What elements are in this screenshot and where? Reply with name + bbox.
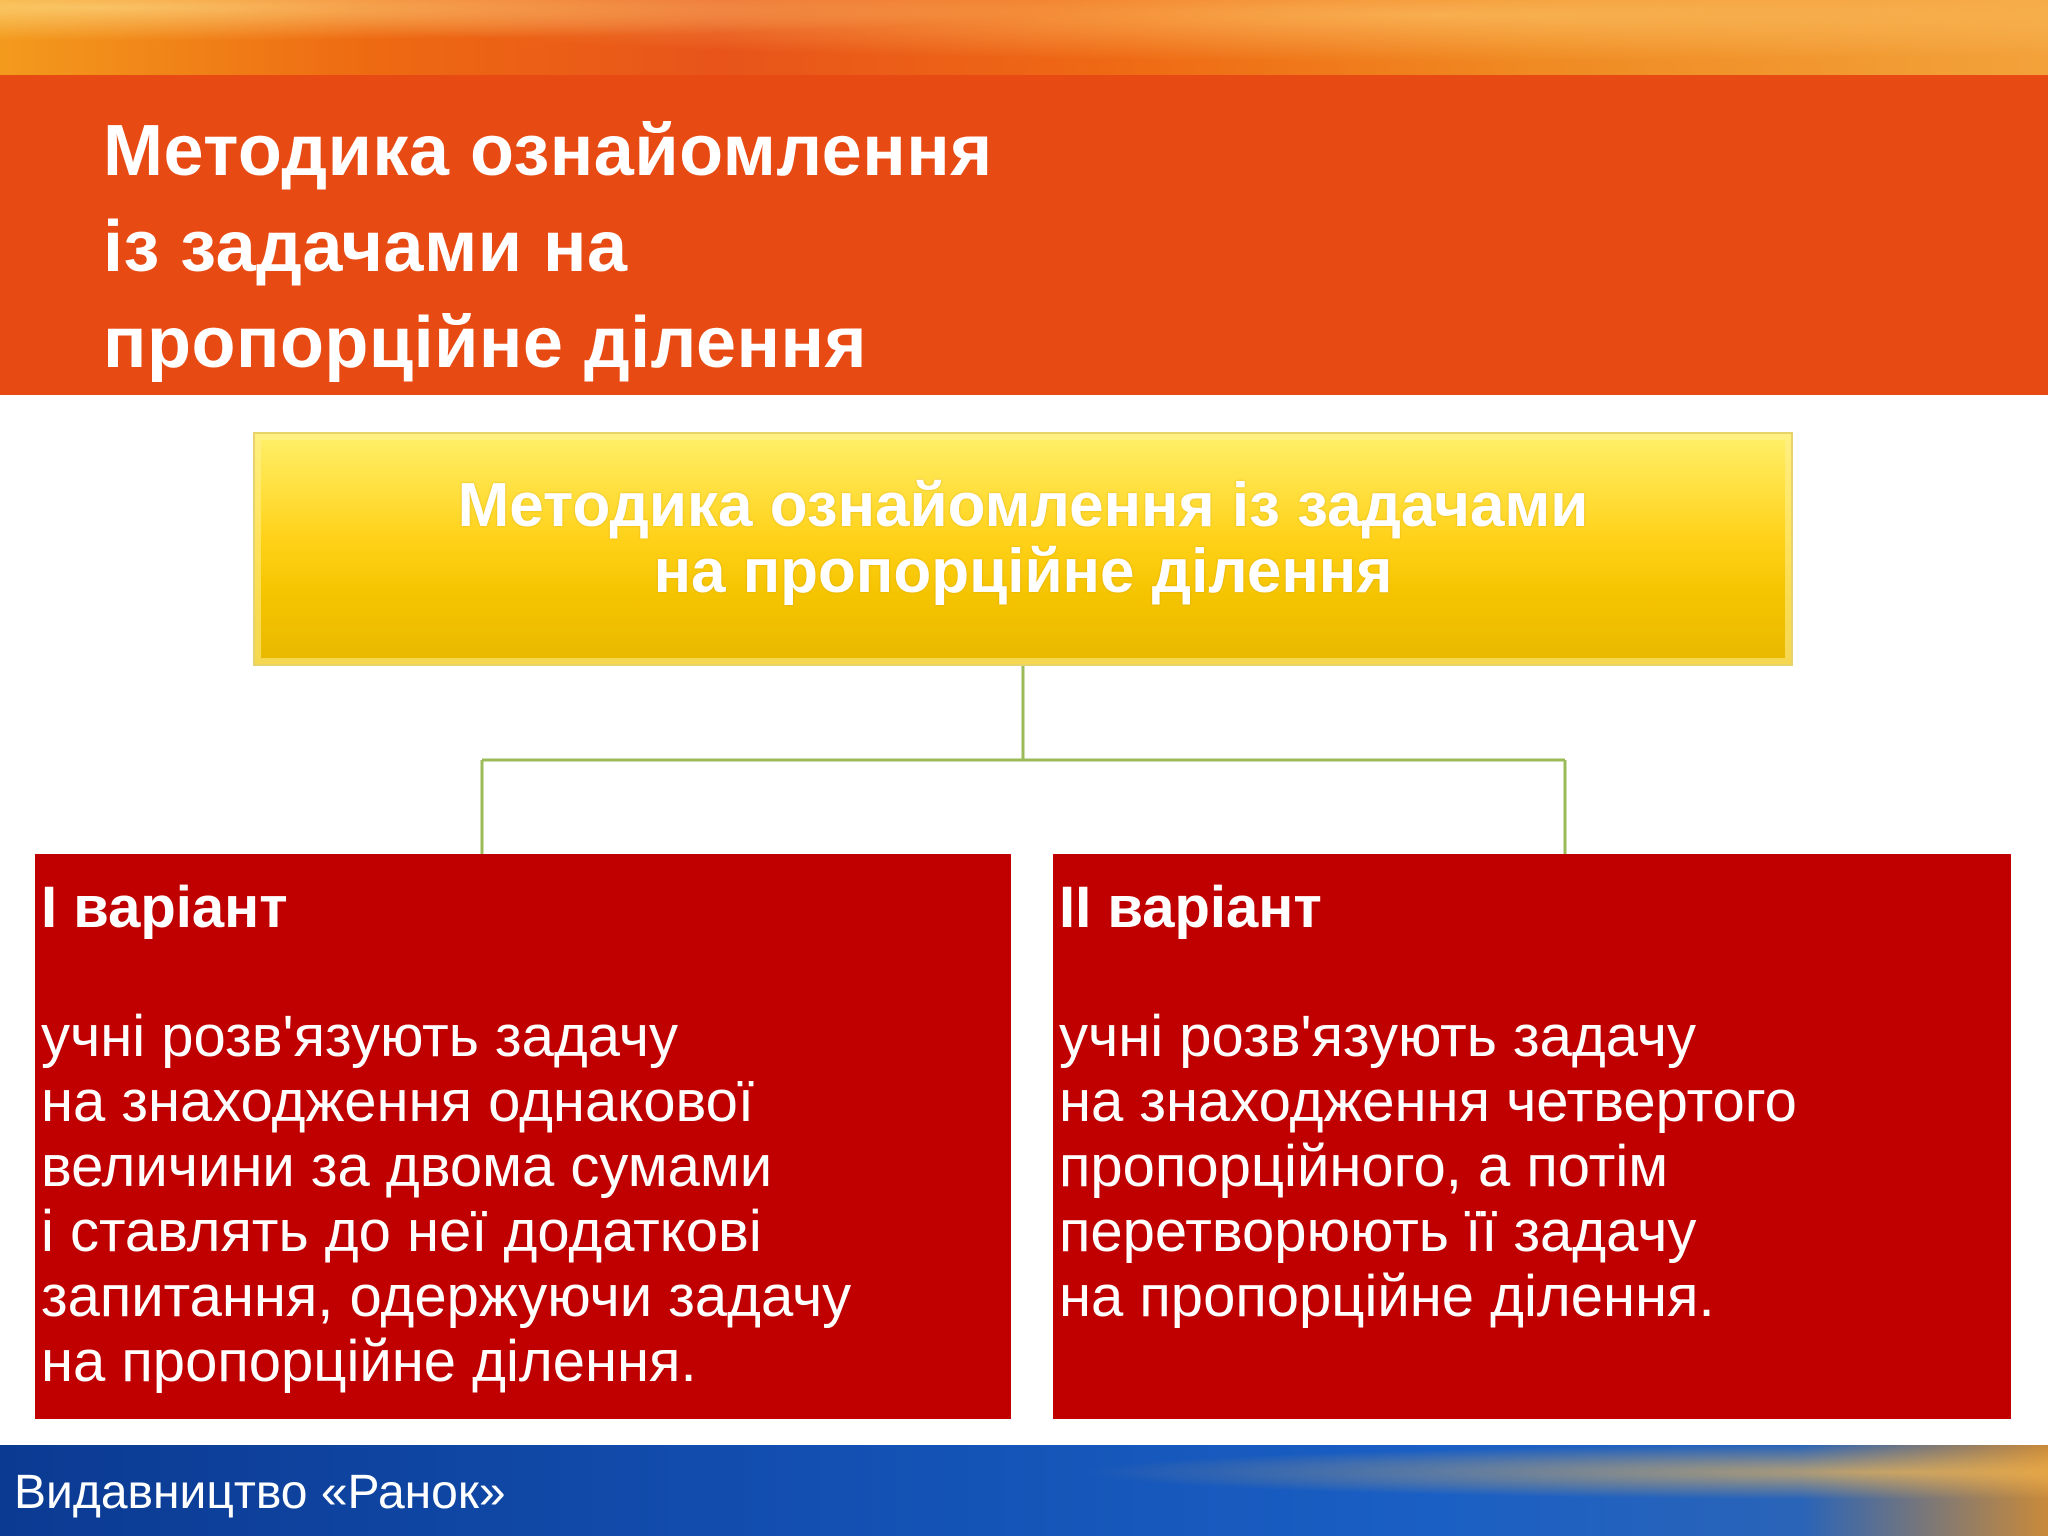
diagram-root-text: Методика ознайомлення із задачами на пропорційне ділення [457,471,1589,606]
variant-2-title: ІІ варіант [1059,875,1322,940]
top-decorative-strip [0,0,2048,75]
variant-1-body: учні розв'язують задачу на знаходження однакової величини за двома сумами і ставлять до неї додаткові запитання, одержуючи задачу на пропорційне ділення. [41,1004,852,1394]
title-band [0,75,2048,395]
variant-2-box [1053,854,2011,1419]
variant-2-body: учні розв'язують задачу на знаходження четвертого пропорційного, а потім перетворюють її задачу на пропорційне ділення. [1059,1004,1797,1329]
slide-title: Методика ознайомлення із задачами на пропорційне ділення [103,111,993,383]
variant-1-box [35,854,1011,1419]
publisher-label: Видавництво «Ранок» [14,1466,506,1519]
diagram-root-box [253,432,1793,666]
variant-1-title: І варіант [41,875,288,940]
footer-bar [0,1445,2048,1536]
